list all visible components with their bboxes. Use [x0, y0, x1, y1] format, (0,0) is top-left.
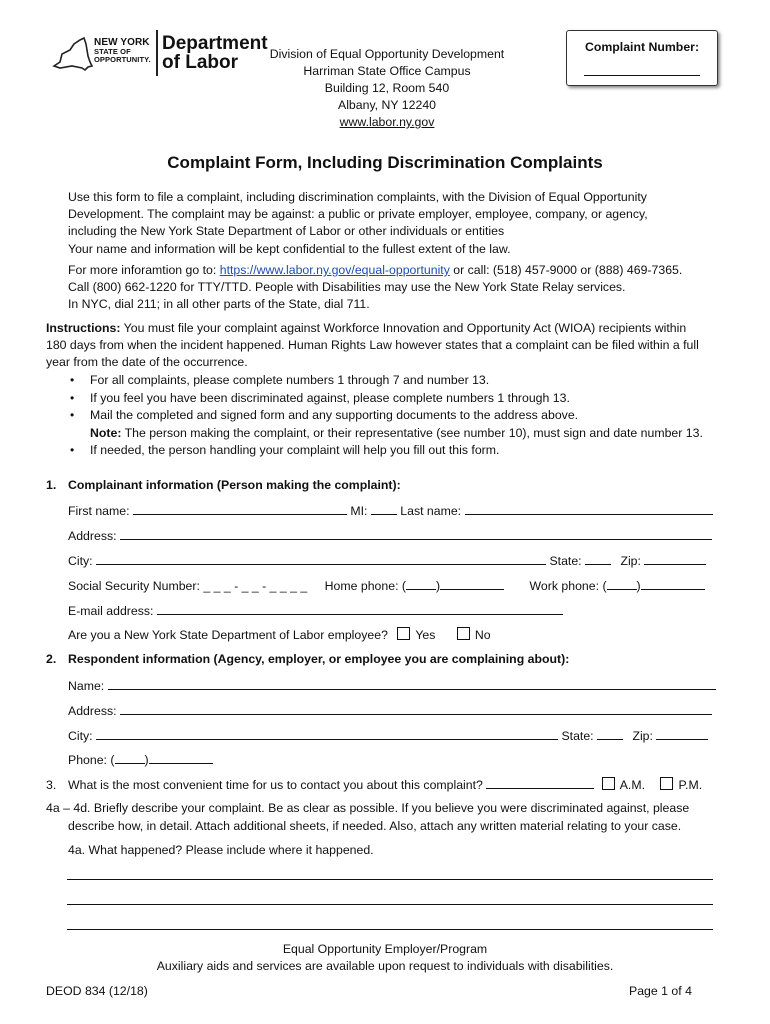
agency-address: Division of Equal Opportunity Development Harriman State Office Campus Building 12, Room 540 Albany, NY 12240 www.labor.ny.gov: [262, 46, 512, 131]
pm-checkbox[interactable]: [660, 777, 673, 790]
email-field[interactable]: [157, 602, 563, 615]
first-name-field[interactable]: [133, 502, 347, 515]
nys-dol-logo: [52, 28, 268, 80]
footer-notice: Equal Opportunity Employer/Program Auxiliary aids and services are available upon request to individuals with disabilities.: [156, 942, 614, 973]
complainant-state-field[interactable]: [585, 552, 611, 565]
section-2-heading: 2. Respondent information (Agency, employer, or employee you are complaining about):: [46, 652, 570, 666]
list-item: • If you feel you have been discriminated against, please complete numbers 1 through 13.: [68, 390, 728, 408]
form-id: DEOD 834 (12/18): [46, 984, 148, 998]
complaint-number-label: Complaint Number:: [584, 40, 700, 54]
ssn-field[interactable]: Social Security Number: _ _ _ - _ _ - _ _ _ _: [68, 579, 308, 593]
dept-wordmark: Department of Labor: [162, 33, 268, 73]
respondent-area-code-field[interactable]: [115, 751, 145, 764]
section-1-heading: 1. Complainant information (Person making the complaint):: [46, 478, 401, 492]
instructions-list: [68, 372, 728, 460]
respondent-address-row: Address:: [68, 702, 712, 718]
answer-4a-line-2[interactable]: [67, 904, 713, 905]
complaint-number-box: [566, 30, 718, 86]
home-phone-field[interactable]: [440, 577, 504, 590]
employee-question-row: Are you a New York State Department of Labor employee? Yes No: [68, 628, 491, 642]
complaint-number-field[interactable]: [584, 75, 700, 76]
answer-4a-line-1[interactable]: [67, 879, 713, 880]
section-4-intro: 4a – 4d. Briefly describe your complaint. Be as clear as possible. If you believe you were discriminated against, please describe how, in detail. Attach additional sheets, if needed. Also, attach any written material relating to your case.: [46, 801, 690, 833]
complainant-city-field[interactable]: [96, 552, 546, 565]
work-phone-field[interactable]: [641, 577, 705, 590]
last-name-field[interactable]: [465, 502, 713, 515]
complainant-address-field[interactable]: [120, 527, 712, 540]
answer-4a-line-3[interactable]: [67, 929, 713, 930]
question-4a: 4a. What happened? Please include where it happened.: [68, 843, 374, 857]
instructions-paragraph: Instructions: You must file your complaint against Workforce Innovation and Opportunity Act (WIOA) recipients within 180 days from when the incident happened. Human Rights Law however states that a complaint can be filed within a full year from the date of the occurrence.: [46, 321, 699, 370]
contact-paragraph: For more inforamtion go to: https://www.labor.ny.gov/equal-opportunity or call: (518) 457-9000 or (888) 469-7365. Call (800) 662-1220 for TTY/TTD. People with Disabilities may use the New York State Relay services. In NYC, dial 211; in all other parts of the State, dial 711.: [68, 263, 683, 312]
list-item: • Mail the completed and signed form and any supporting documents to the address above.: [68, 407, 728, 425]
respondent-phone-field[interactable]: [149, 751, 213, 764]
employee-yes-checkbox[interactable]: [397, 627, 410, 640]
respondent-state-field[interactable]: [597, 727, 623, 740]
complainant-email-row: E-mail address:: [68, 602, 563, 618]
page-number: Page 1 of 4: [629, 984, 692, 998]
complainant-name-row: First name: MI: Last name:: [68, 502, 713, 518]
intro-paragraph: Use this form to file a complaint, including discrimination complaints, with the Division of Equal Opportunity Development. The complaint may be against: a public or private employer, employee, company, or agency, including the New York State Department of Labor or other individuals or entities Your name and information will be kept confidential to the fullest extent of the law.: [68, 190, 648, 256]
respondent-city-row: City: State: Zip:: [68, 727, 708, 743]
respondent-name-field[interactable]: [108, 677, 716, 690]
complainant-address-row: Address:: [68, 527, 712, 543]
nys-wordmark: NEW YORK STATE OF OPPORTUNITY.: [94, 37, 151, 64]
employee-no-checkbox[interactable]: [457, 627, 470, 640]
am-checkbox[interactable]: [602, 777, 615, 790]
home-area-code-field[interactable]: [406, 577, 436, 590]
equal-opportunity-link[interactable]: https://www.labor.ny.gov/equal-opportunity: [219, 263, 450, 277]
mi-field[interactable]: [371, 502, 397, 515]
respondent-zip-field[interactable]: [656, 727, 708, 740]
respondent-phone-row: Phone: ( ): [68, 751, 213, 767]
respondent-address-field[interactable]: [120, 702, 712, 715]
logo-divider: [156, 30, 158, 76]
note-item: Note: The person making the complaint, or their representative (see number 10), must sign and date number 13.: [90, 425, 703, 440]
nys-map-icon: [52, 36, 96, 76]
complainant-city-row: City: State: Zip:: [68, 552, 706, 568]
list-item: • If needed, the person handling your complaint will help you fill out this form.: [68, 442, 728, 460]
form-title: Complaint Form, Including Discrimination Complaints: [167, 153, 603, 172]
respondent-name-row: Name:: [68, 677, 716, 693]
complainant-zip-field[interactable]: [644, 552, 706, 565]
list-item: • For all complaints, please complete numbers 1 through 7 and number 13.: [68, 372, 728, 390]
section-3-row: 3. What is the most convenient time for us to contact you about this complaint? A.M. P.M.: [46, 778, 703, 792]
website-link[interactable]: www.labor.ny.gov: [339, 115, 435, 129]
contact-time-field[interactable]: [486, 776, 594, 789]
work-area-code-field[interactable]: [607, 577, 637, 590]
complainant-phone-row: Social Security Number: _ _ _ - _ _ - _ _ _ _ Home phone: ( ) Work phone: ( ): [68, 577, 705, 593]
respondent-city-field[interactable]: [96, 727, 558, 740]
